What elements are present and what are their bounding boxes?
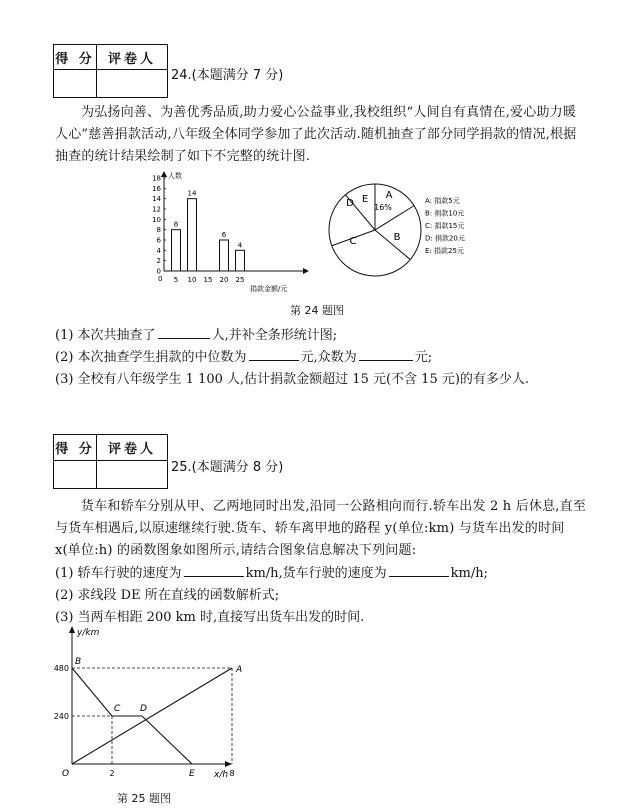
origin-label: 0 xyxy=(158,275,163,283)
q25-intro-line-3: x(单位:h) 的函数图象如图所示,请结合图象信息解决下列问题: xyxy=(55,543,417,558)
grader-cell xyxy=(97,461,168,489)
q25-question-1 xyxy=(55,562,488,581)
pie-slice-label: E xyxy=(361,194,369,205)
pie-slice-label: C xyxy=(349,236,357,247)
y-tick-label: 8 xyxy=(156,226,161,235)
bar xyxy=(220,240,229,271)
y-tick-label: 12 xyxy=(152,205,161,214)
q25-q1-text-b: km/h,货车行驶的速度为 xyxy=(245,566,387,581)
origin-label: O xyxy=(62,769,70,779)
x-tick-label: 20 xyxy=(219,276,229,284)
grader-cell xyxy=(97,70,168,98)
pie-chart xyxy=(325,180,610,285)
y-tick-label: 10 xyxy=(152,215,161,224)
y-tick-label: 6 xyxy=(156,236,161,245)
y-tick-label: 0 xyxy=(156,267,161,276)
pie-legend-item: C: 捐款15元 xyxy=(425,222,465,230)
truck-line xyxy=(72,668,232,764)
y-axis-label: 人数 xyxy=(168,172,182,180)
bar-value-label: 6 xyxy=(221,231,227,239)
q25-intro-line-2: 与货车相遇后,以原速继续行驶.货车、轿车离甲地的路程 y(单位:km) 与货车出发的时间 xyxy=(55,521,565,536)
q25-score-table xyxy=(53,434,168,489)
q24-question-1 xyxy=(55,324,337,343)
y-tick-label: 16 xyxy=(152,184,161,193)
q24-q1-blank[interactable] xyxy=(158,326,210,339)
q24-score-table xyxy=(53,44,168,98)
bar-value-label: 4 xyxy=(237,241,243,250)
y-tick-label: 240 xyxy=(53,712,69,721)
score-label: 得 分 xyxy=(54,435,97,461)
q24-header: 24.(本题满分 7 分) xyxy=(171,68,284,83)
q25-q1-blank-truck[interactable] xyxy=(389,564,449,577)
q25-question-3: (3) 当两车相距 200 km 时,直接写出货车出发的时间. xyxy=(55,610,365,625)
x-tick-label: 10 xyxy=(187,276,197,284)
x-tick-label: 2 xyxy=(109,769,115,778)
x-axis-label: 捐款金额/元 xyxy=(250,285,288,293)
function-graph xyxy=(50,622,250,787)
grader-label: 评卷人 xyxy=(97,45,168,70)
bar xyxy=(236,250,245,271)
x-tick-label: 25 xyxy=(235,276,245,284)
bar xyxy=(172,230,181,271)
x-axis-label: x/h xyxy=(214,770,229,780)
pie-legend-item: E: 捐款25元 xyxy=(425,247,464,255)
x-axis-arrow xyxy=(303,268,309,274)
q25-intro-line-1: 货车和轿车分别从甲、乙两地同时出发,沿同一公路相向而行.轿车出发 2 h 后休息,直至 xyxy=(81,499,587,514)
pie-legend-item: D: 捐款20元 xyxy=(425,234,465,243)
q24-intro-line-1: 为弘扬向善、为善优秀品质,助力爱心公益事业,我校组织“人间自有真情在,爱心助力暖 xyxy=(81,105,577,120)
pie-slice-label: D xyxy=(346,198,354,209)
q24-intro-line-2: 人心”慈善捐款活动,八年级全体同学参加了此次活动.随机抽查了部分同学捐款的情况,根据 xyxy=(55,127,577,142)
pie-legend-item: B: 捐款10元 xyxy=(425,209,465,218)
q24-question-3: (3) 全校有八年级学生 1 100 人,估计捐款金额超过 15 元(不含 15 元)的有多少人. xyxy=(55,372,530,387)
point-label: D xyxy=(140,704,147,714)
q24-q1-text-a: (1) 本次共抽查了 xyxy=(55,328,156,343)
score-cell xyxy=(54,461,97,489)
bar-value-label: 8 xyxy=(173,220,179,229)
point-label: B xyxy=(75,657,82,667)
y-axis-label: y/km xyxy=(77,628,100,638)
bar xyxy=(188,199,197,271)
score-label: 得 分 xyxy=(54,45,97,70)
q25-q1-text-c: km/h; xyxy=(450,566,488,581)
q24-q2-text-a: (2) 本次抽查学生捐款的中位数为 xyxy=(55,350,247,365)
q24-figure-caption: 第 24 题图 xyxy=(290,304,344,317)
q25-q1-blank-car[interactable] xyxy=(184,564,244,577)
bar-chart xyxy=(140,168,315,293)
y-axis-arrow xyxy=(69,626,75,633)
point-label: E xyxy=(189,769,195,779)
q25-q1-text-a: (1) 轿车行驶的速度为 xyxy=(55,566,182,581)
q24-q2-blank-median[interactable] xyxy=(249,348,299,361)
pie-slice-label: A xyxy=(385,190,393,201)
grader-label: 评卷人 xyxy=(97,435,168,461)
score-cell xyxy=(54,70,97,98)
pie-percent-label: 16% xyxy=(374,203,392,212)
x-axis-arrow xyxy=(225,761,232,767)
q25-header: 25.(本题满分 8 分) xyxy=(171,460,284,475)
y-axis-arrow xyxy=(161,171,167,177)
q25-figure-caption: 第 25 题图 xyxy=(117,792,171,805)
x-tick-label: 5 xyxy=(173,276,179,284)
point-label: A xyxy=(236,665,243,675)
q24-intro xyxy=(55,102,615,168)
q24-q2-text-c: 元; xyxy=(414,350,433,365)
y-tick-label: 14 xyxy=(152,195,161,204)
q24-q2-text-b: 元,众数为 xyxy=(300,350,357,365)
pie-legend-item: A: 捐款5元 xyxy=(425,197,460,205)
q24-question-2 xyxy=(55,346,432,365)
y-tick-label: 18 xyxy=(152,174,161,183)
y-tick-label: 480 xyxy=(53,664,69,673)
bar-value-label: 14 xyxy=(187,189,197,198)
q25-question-2: (2) 求线段 DE 所在直线的函数解析式; xyxy=(55,588,280,603)
y-tick-label: 4 xyxy=(156,246,161,255)
point-label: C xyxy=(114,704,121,714)
q24-q1-text-b: 人,并补全条形统计图; xyxy=(211,328,338,343)
q25-intro xyxy=(55,496,615,562)
pie-slice-label: B xyxy=(393,232,401,243)
q24-q2-blank-mode[interactable] xyxy=(359,348,413,361)
x-tick-label: 15 xyxy=(203,276,213,284)
x-tick-label: 8 xyxy=(229,769,235,778)
q24-intro-line-3: 抽查的统计结果绘制了如下不完整的统计图. xyxy=(55,149,311,164)
y-tick-label: 2 xyxy=(156,257,161,266)
